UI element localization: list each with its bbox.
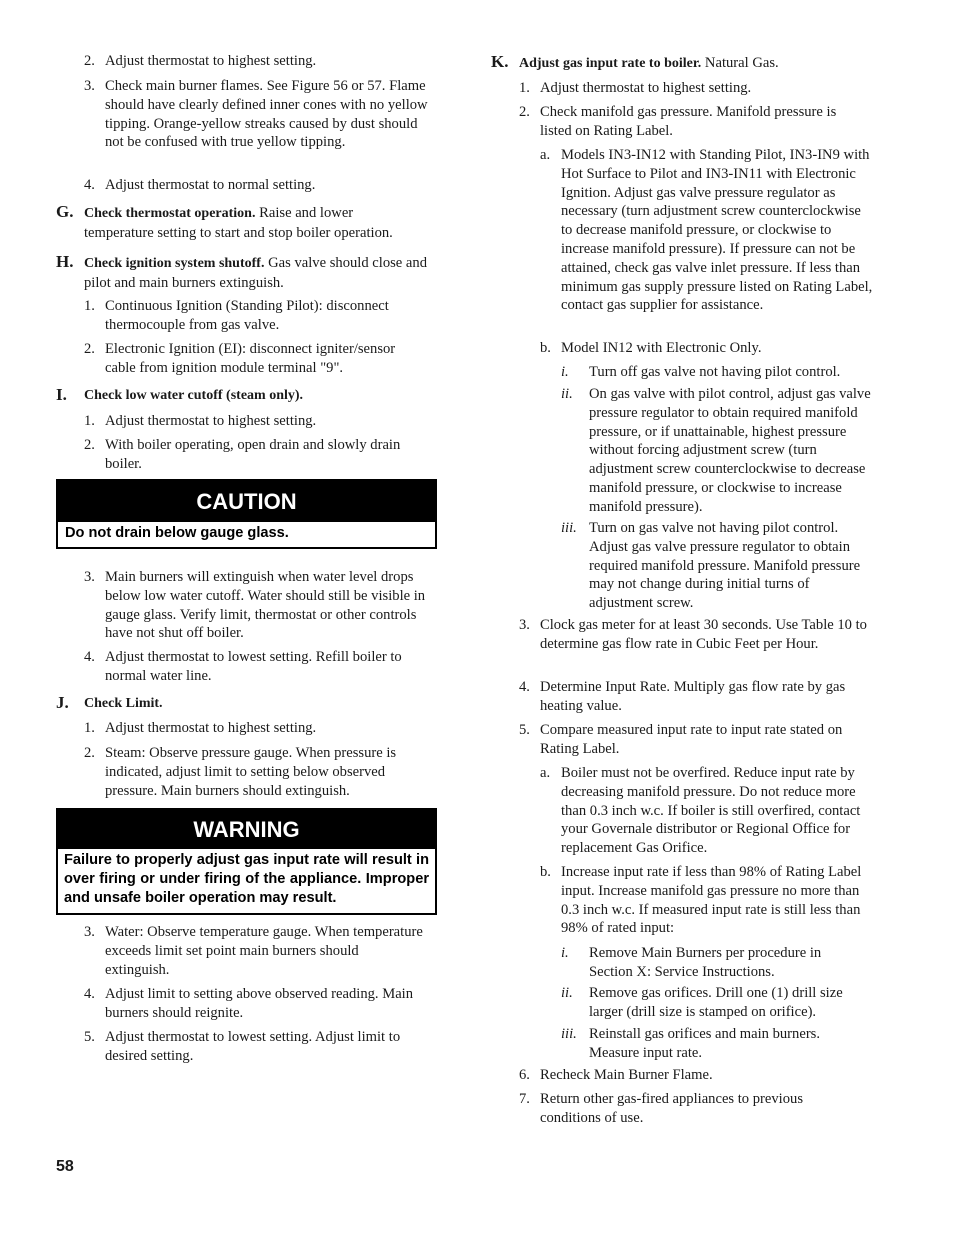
list-number: 2. bbox=[84, 341, 95, 357]
list-item-text: Electronic Ignition (EI): disconnect igniter/sensor cable from ignition module terminal "9". bbox=[105, 341, 396, 376]
list-item-text: Turn on gas valve not having pilot control. Adjust gas valve pressure regulator to obtain required manifold pressure. Manifold pressure may not change during initial turns of adjustment screw. bbox=[589, 520, 861, 612]
list-letter: b. bbox=[540, 340, 551, 356]
list-number: 5. bbox=[84, 1029, 95, 1045]
list-item-text: Remove gas orifices. Drill one (1) drill size larger (drill size is stamped on orifice). bbox=[589, 985, 843, 1020]
list-number: 4. bbox=[519, 679, 530, 695]
list-item-text: Main burners will extinguish when water level drops below low water cutoff. Water should still be visible in gauge glass. Verify limit, thermostat or other controls have not shut off boiler. bbox=[105, 569, 426, 642]
warning-title: WARNING bbox=[58, 810, 435, 849]
section-k-paragraph bbox=[519, 54, 949, 74]
list-number: 7. bbox=[519, 1091, 530, 1107]
list-item-text: Adjust thermostat to highest setting. bbox=[540, 80, 752, 96]
list-number: 2. bbox=[84, 53, 95, 69]
list-item-text: Turn off gas valve not having pilot control. bbox=[589, 364, 841, 380]
list-item-text: Clock gas meter for at least 30 seconds. Use Table 10 to determine gas flow rate in Cubic Feet per Hour. bbox=[540, 617, 867, 652]
list-item-text: Water: Observe temperature gauge. When temperature exceeds limit set point main burners should extinguish. bbox=[105, 924, 423, 978]
list-roman: i. bbox=[561, 364, 569, 380]
section-k-title: Adjust gas input rate to boiler. bbox=[519, 56, 702, 71]
list-number: 4. bbox=[84, 986, 95, 1002]
list-number: 4. bbox=[84, 177, 95, 193]
section-h-paragraph bbox=[84, 254, 436, 293]
section-g-paragraph bbox=[84, 204, 424, 243]
list-item-text: Adjust thermostat to highest setting. bbox=[105, 53, 317, 69]
section-letter-g: G. bbox=[56, 202, 74, 221]
list-item-text: Increase input rate if less than 98% of Rating Label input. Increase manifold gas pressure no more than 0.3 inch w.c. If measured input rate is still less than 98% of rated input: bbox=[561, 864, 862, 937]
list-roman: iii. bbox=[561, 520, 577, 536]
list-roman: iii. bbox=[561, 1026, 577, 1042]
list-item-text: Continuous Ignition (Standing Pilot): disconnect thermocouple from gas valve. bbox=[105, 298, 389, 333]
list-item-text: Adjust thermostat to highest setting. bbox=[105, 720, 317, 736]
list-item-text: Adjust thermostat to normal setting. bbox=[105, 177, 316, 193]
list-item-text: Models IN3-IN12 with Standing Pilot, IN3-IN9 with Hot Surface to Pilot and IN3-IN11 with Electronic Ignition. Adjust gas valve pressure regulator as necessary (turn adjustment screw counterclockwise to decrease manifold pressure, or clockwise to increase manifold pressure). If pressure can not be attained, check gas valve inlet pressure. If less than minimum gas supply pressure listed on Rating Label, contact gas supplier for assistance. bbox=[561, 147, 873, 314]
list-item-text: Reinstall gas orifices and main burners. Measure input rate. bbox=[589, 1026, 821, 1061]
section-g-title: Check thermostat operation. bbox=[84, 206, 256, 221]
list-item-text: Compare measured input rate to input rate stated on Rating Label. bbox=[540, 722, 843, 757]
section-letter-j: J. bbox=[56, 693, 69, 712]
section-k-text: Natural Gas. bbox=[701, 55, 779, 71]
list-number: 1. bbox=[519, 80, 530, 96]
list-item-text: Determine Input Rate. Multiply gas flow rate by gas heating value. bbox=[540, 679, 846, 714]
list-item-text: Adjust thermostat to lowest setting. Adjust limit to desired setting. bbox=[105, 1029, 401, 1064]
list-letter: a. bbox=[540, 765, 551, 781]
list-roman: ii. bbox=[561, 985, 573, 1001]
list-item-text: With boiler operating, open drain and slowly drain boiler. bbox=[105, 437, 401, 472]
list-number: 5. bbox=[519, 722, 530, 738]
warning-body: Failure to properly adjust gas input rate will result in over firing or under firing of the appliance. Improper and unsafe boiler operation may result. bbox=[64, 852, 429, 906]
section-letter-h: H. bbox=[56, 252, 74, 271]
list-number: 2. bbox=[84, 437, 95, 453]
section-g-text: Raise and lower temperature setting to start and stop boiler operation. bbox=[84, 205, 393, 241]
list-roman: ii. bbox=[561, 386, 573, 402]
list-item-text: Return other gas-fired appliances to previous conditions of use. bbox=[540, 1091, 804, 1126]
section-j-title: Check Limit. bbox=[84, 696, 163, 711]
warning-box bbox=[56, 808, 437, 915]
list-item-text: On gas valve with pilot control, adjust gas valve pressure regulator to obtain required manifold pressure, or if unattainable, highest pressure without forcing adjustment screw (turn adjustment screw counterclockwise to decrease manifold pressure, or clockwise to increase manifold pressure). bbox=[589, 386, 871, 515]
list-number: 3. bbox=[84, 924, 95, 940]
list-number: 4. bbox=[84, 649, 95, 665]
list-number: 3. bbox=[84, 78, 95, 94]
section-letter-i: I. bbox=[56, 385, 67, 404]
list-number: 3. bbox=[84, 569, 95, 585]
page-number: 58 bbox=[56, 1158, 74, 1175]
list-item-text: Adjust thermostat to lowest setting. Refill boiler to normal water line. bbox=[105, 649, 402, 684]
list-number: 1. bbox=[84, 720, 95, 736]
caution-title: CAUTION bbox=[58, 481, 435, 522]
list-number: 6. bbox=[519, 1067, 530, 1083]
list-item-text: Boiler must not be overfired. Reduce input rate by decreasing manifold pressure. Do not reduce more than 0.3 inch w.c. If boiler is still overfired, contact your Governale distributor or Regional Office for replacement Gas Orifice. bbox=[561, 765, 861, 857]
list-item-text: Steam: Observe pressure gauge. When pressure is indicated, adjust limit to setting below observed pressure. Main burners should extinguish. bbox=[105, 745, 397, 799]
list-item-text: Check manifold gas pressure. Manifold pressure is listed on Rating Label. bbox=[540, 104, 837, 139]
section-letter-k: K. bbox=[491, 52, 509, 71]
caution-body: Do not drain below gauge glass. bbox=[65, 525, 289, 541]
section-i-title: Check low water cutoff (steam only). bbox=[84, 388, 304, 403]
list-number: 1. bbox=[84, 298, 95, 314]
section-h-title: Check ignition system shutoff. bbox=[84, 256, 265, 271]
caution-box bbox=[56, 479, 437, 549]
list-number: 2. bbox=[519, 104, 530, 120]
list-item-text: Model IN12 with Electronic Only. bbox=[561, 340, 762, 356]
list-item-text: Recheck Main Burner Flame. bbox=[540, 1067, 713, 1083]
list-roman: i. bbox=[561, 945, 569, 961]
section-h-text: Gas valve should close and pilot and main burners extinguish. bbox=[84, 255, 427, 291]
list-number: 2. bbox=[84, 745, 95, 761]
list-number: 3. bbox=[519, 617, 530, 633]
list-letter: a. bbox=[540, 147, 551, 163]
list-item-text: Remove Main Burners per procedure in Section X: Service Instructions. bbox=[589, 945, 822, 980]
list-letter: b. bbox=[540, 864, 551, 880]
list-item-text: Check main burner flames. See Figure 56 or 57. Flame should have clearly defined inner cones with no yellow tipping. Orange-yellow streaks caused by dust should not be confused with true yellow tipping. bbox=[105, 78, 428, 151]
list-item-text: Adjust thermostat to highest setting. bbox=[105, 413, 317, 429]
list-number: 1. bbox=[84, 413, 95, 429]
list-item-text: Adjust limit to setting above observed reading. Main burners should reignite. bbox=[105, 986, 414, 1021]
